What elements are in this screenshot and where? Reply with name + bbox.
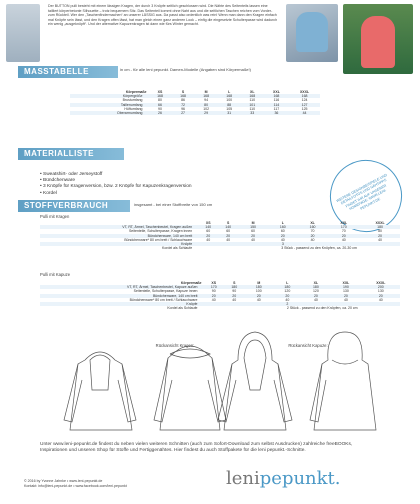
table-cell: 125 [301,106,308,111]
table-header-cell: L [228,90,231,94]
row-label: Knöpfe [40,242,198,246]
material-item: • 3 Knöpfe für Kragenversion, bzw. 2 Knöpfe für Kapuzenkragenversion [40,184,192,190]
table-cell: 96 [181,106,186,111]
table-header-cell: Körpermaße [180,281,202,285]
table-cell: 127 [289,103,320,107]
table-header-cell: M [204,90,208,94]
table-cell: 94 [204,98,209,103]
table-cell: 170 [204,285,225,289]
intro-text: Der BUTTON pulli besteht mit einem lässigen Kragen, der durch 3 Knöpfe seitlich geschlossen wird. Die Nähte des Seitenteils lassen eine tailliert körperbetonte Silhouette – trotz bequemem Sitz. Das Seitenteil kommt ohne Naht aus und die seitlichen Taschen reichen vom Vorder- zum Rückteil. Wer den „Taschenfindermachen“ an unserer LÄSSIG aus. Da passt also ordentlich was rein! Wenn man dann den Kragen einfach mal Knöpfe sein lässt, und den Kragen offen lässt, hat man gleich einen ganz anderen Look – einfig die eingesetzte Schulterpasse wird dadurch ein wenig „ausgeknöpft“. Und der alternative Kapuzenkragen ist dann wie fürs Winter gemacht. [48,4,278,27]
table-cell: 180 [273,285,302,289]
table-row [40,306,400,310]
table-cell: 20 [218,234,238,238]
table-cell: 40 [310,237,315,242]
table-row [70,111,320,115]
table-cell: 20 [245,294,274,298]
table-cell: 160 [298,225,328,229]
table-cell: 168 [264,94,289,98]
table-cell: 20 [238,234,268,238]
size-table [70,90,320,115]
table-header-cell: XS [211,281,217,285]
table-cell: 102 [203,106,210,111]
table-cell: 20 [330,294,361,298]
table-header-cell: M [251,221,255,225]
masstabelle-subtitle: in cm - für alle leni pepunkt. Damen-Modelle (Angaben sind Körpermaße!) [120,67,251,72]
copyright [24,479,127,488]
row-label: Körpergröße [70,94,148,98]
table-header-cell: XS [205,221,211,225]
table-cell: 90 [211,289,216,294]
stoffverbrauch-banner: STOFFVERBRAUCH [18,200,130,212]
table-cell: 180 [224,285,245,289]
row-label: Bündchenware, 140 cm breit [40,234,198,238]
sketch-front-hood [218,332,292,430]
table-cell: 60 [251,229,256,234]
table-cell: 60 [226,229,231,234]
table-cell: 110 [249,98,256,103]
table-cell: 124 [301,98,308,103]
brand-logo: lenipepunkt. [226,468,341,489]
sketch-label-kragen: Rückansicht Kragen: [155,343,195,348]
table-header-cell: S [227,221,230,225]
table-cell: 168 [289,94,320,98]
table-cell: 140 [218,225,238,229]
table-cell: 70 [310,229,315,234]
table-cell: 40 [206,237,211,242]
table-cell [204,306,225,310]
photo-detail-left [6,4,40,62]
row-label: Bündchenware* 80 cm breit / Schlauchware [124,237,193,242]
table-cell: 20 [298,234,328,238]
stoffverbrauch-subtitle: insgesamt - bei einer Stoffbreite von 150 cm [134,202,213,207]
material-item: • Kordel [40,190,57,196]
kapuze-table [40,281,400,310]
material-list [40,172,192,197]
material-item: • Sweatshirt- oder Jerseystoff [40,172,103,177]
table-cell: 168 [195,94,218,98]
table-header-cell: L [281,221,284,225]
table-cell: 26 [148,111,171,115]
table-cell: 168 [148,94,171,98]
table-cell: 44 [289,111,320,115]
table-cell: 168 [218,94,241,98]
table-cell: 20 [362,294,400,298]
table-header-cell: XL [250,90,255,94]
table-cell [218,246,238,250]
table-cell: 190 [330,285,361,289]
table-cell: 40 [378,237,382,242]
row-label: Hüftumfang [124,106,143,111]
table-cell: 120 [312,289,319,294]
sketch-back-collar [154,346,226,430]
photo-model-red [343,4,413,74]
row-label: Bündchenware, 140 cm breit [40,294,204,298]
row-label: Taillenumfang [70,103,148,107]
row-label: VT, RT, Ärmel, Taschenbeutel, Kapuze außen [40,285,204,289]
table-cell: 168 [241,94,264,98]
table-header-cell: XXL [340,221,348,225]
table-cell [198,246,218,250]
photo-model-blue [286,4,338,62]
table-cell: 40 [285,297,290,302]
table-cell: 100 [226,98,233,103]
table-cell: 36 [264,111,289,115]
table-cell: 40 [313,297,318,302]
table-cell: 20 [224,294,245,298]
table-header-cell: XXXL [375,221,385,225]
table-cell: 180 [360,225,400,229]
table-cell: 80 [158,98,162,103]
table-cell: 168 [172,94,195,98]
table-cell: 40 [343,297,348,302]
table-header-cell: L [286,281,289,285]
row-label: Kordel als Schlaufe [162,246,193,251]
table-cell: 116 [273,98,280,103]
table-cell: 80 [195,103,218,107]
table-header-cell: XL [313,281,319,285]
table-cell: 2 Stück - passend zu den Knöpfen, ca. 20 cm [286,306,358,311]
table-cell: 180 [302,285,331,289]
table-header-cell: XXXL [299,90,310,94]
table-cell: 110 [249,106,256,111]
material-item: • Bündchenware [40,178,76,184]
table-cell: 40 [226,237,231,242]
table-cell: 120 [284,289,291,294]
table-cell: 90 [158,106,162,111]
footer-text: Unter www.leni-pepunkt.de findest du neben vielen weiteren Schnitten (auch zum Sofort-Download zum selbst Ausdrucken) zahlreiche freeBOOKs, Inspirationen und unseren Shop für Stoffe und Fertiggenähtes. Hier findest du auch Stoffpakete für die leni pepunkt.-Schnitte. [40,442,353,453]
table-cell: 170 [327,225,360,229]
row-label: Kordel als Schlaufe [167,306,198,311]
table-cell: 88 [218,103,241,107]
table-cell: 31 [218,111,241,115]
table-cell: 40 [378,297,383,302]
table-cell: 40 [341,237,346,242]
table-cell: 20 [302,294,331,298]
table-cell: 20 [273,294,302,298]
table-cell: 101 [241,103,264,107]
masstabelle-banner: MASSTABELLE [18,66,118,78]
table-header-cell: M [257,281,261,285]
table-cell: 40 [211,297,216,302]
table-cell: 114 [264,103,289,107]
table-cell: 150 [238,225,268,229]
row-label: Seitenteile, Schulterpasse, Kapuze innen [133,289,198,294]
table-cell: 117 [273,106,280,111]
row-label: Seitenteile, Schulterpasse, Kragen innen [128,229,193,234]
table-cell: 160 [268,225,298,229]
table-cell: 20 [327,234,360,238]
table-cell: 3 Stück - passend zu den Knöpfen, ca. 20-30 cm [281,246,357,251]
copyright-line: © 2016 by Yvonne Jahnke • www.leni-pepunkt.de [24,479,103,483]
table-cell: 60 [206,229,211,234]
table-cell: 90 [232,289,237,294]
table-cell: 29 [195,111,218,115]
table-cell: 20 [198,234,218,238]
table-cell: 20 [360,234,400,238]
table-header-cell: XXXL [376,281,386,285]
table-cell: 86 [181,98,186,103]
table-cell: 40 [232,297,237,302]
table-header-cell: S [233,281,236,285]
table-cell: 80 [378,229,382,234]
table-cell: 66 [148,103,171,107]
contact-line: Kontakt: info@leni-pepunkt.de • www.facebook.com/leni.pepunkt [24,483,127,488]
table-cell: 130 [377,289,384,294]
table-row [40,246,400,250]
garment-sketches [60,330,380,438]
row-label: Brustumfang [122,98,143,103]
sketch-label-kapuze: Rückansicht Kapuze: [288,343,328,348]
row-label: Oberarmumfang [70,111,148,115]
kragen-table [40,221,400,250]
table-header-cell: S [181,90,185,94]
table-cell: 27 [172,111,195,115]
table-cell: 60 [280,229,285,234]
kragen-title: Pulli mit Kragen [40,214,70,219]
table-cell: 40 [256,297,261,302]
sketch-front-collar [64,352,136,430]
table-cell: 40 [251,237,256,242]
table-cell: 70 [341,229,346,234]
table-header-cell: XS [157,90,163,94]
table-cell: 20 [204,294,225,298]
table-cell: 20 [268,234,298,238]
table-cell: 72 [172,103,195,107]
table-cell: 100 [255,289,262,294]
table-cell: 140 [198,225,218,229]
table-cell: 40 [280,237,285,242]
table-cell: 33 [241,111,264,115]
stamp-text: WEITERE DESIGNBEISPIELE UND DETAILFOTOS UND NÄHTIPPS FINDET IHR AUF UNSERER HOMEPAGE: WWW.LENI-PEPUNKT.DE [335,172,388,212]
kapuze-title: Pulli mit Kapuze [40,272,71,277]
table-cell [224,306,245,310]
table-cell: 130 [342,289,349,294]
table-cell: 2 [273,302,302,306]
row-label: Bündchenware* 80 cm breit / Schlauchware [129,297,198,302]
table-header-cell: XL [310,221,315,225]
row-label: VT, RT, Ärmel, Taschenbeutel, Kragen außen [40,225,198,229]
table-cell: 3 [268,242,298,246]
materialliste-banner: MATERIALLISTE [18,148,124,160]
table-cell: 180 [245,285,274,289]
row-label: Knöpfe [40,302,204,306]
sketch-back-hood [310,332,376,430]
table-header-cell: Körpermaße [125,90,147,94]
table-cell: 200 [362,285,400,289]
table-header-cell: XXL [273,90,280,94]
table-cell: 105 [226,106,233,111]
table-header-cell: XXL [342,281,350,285]
